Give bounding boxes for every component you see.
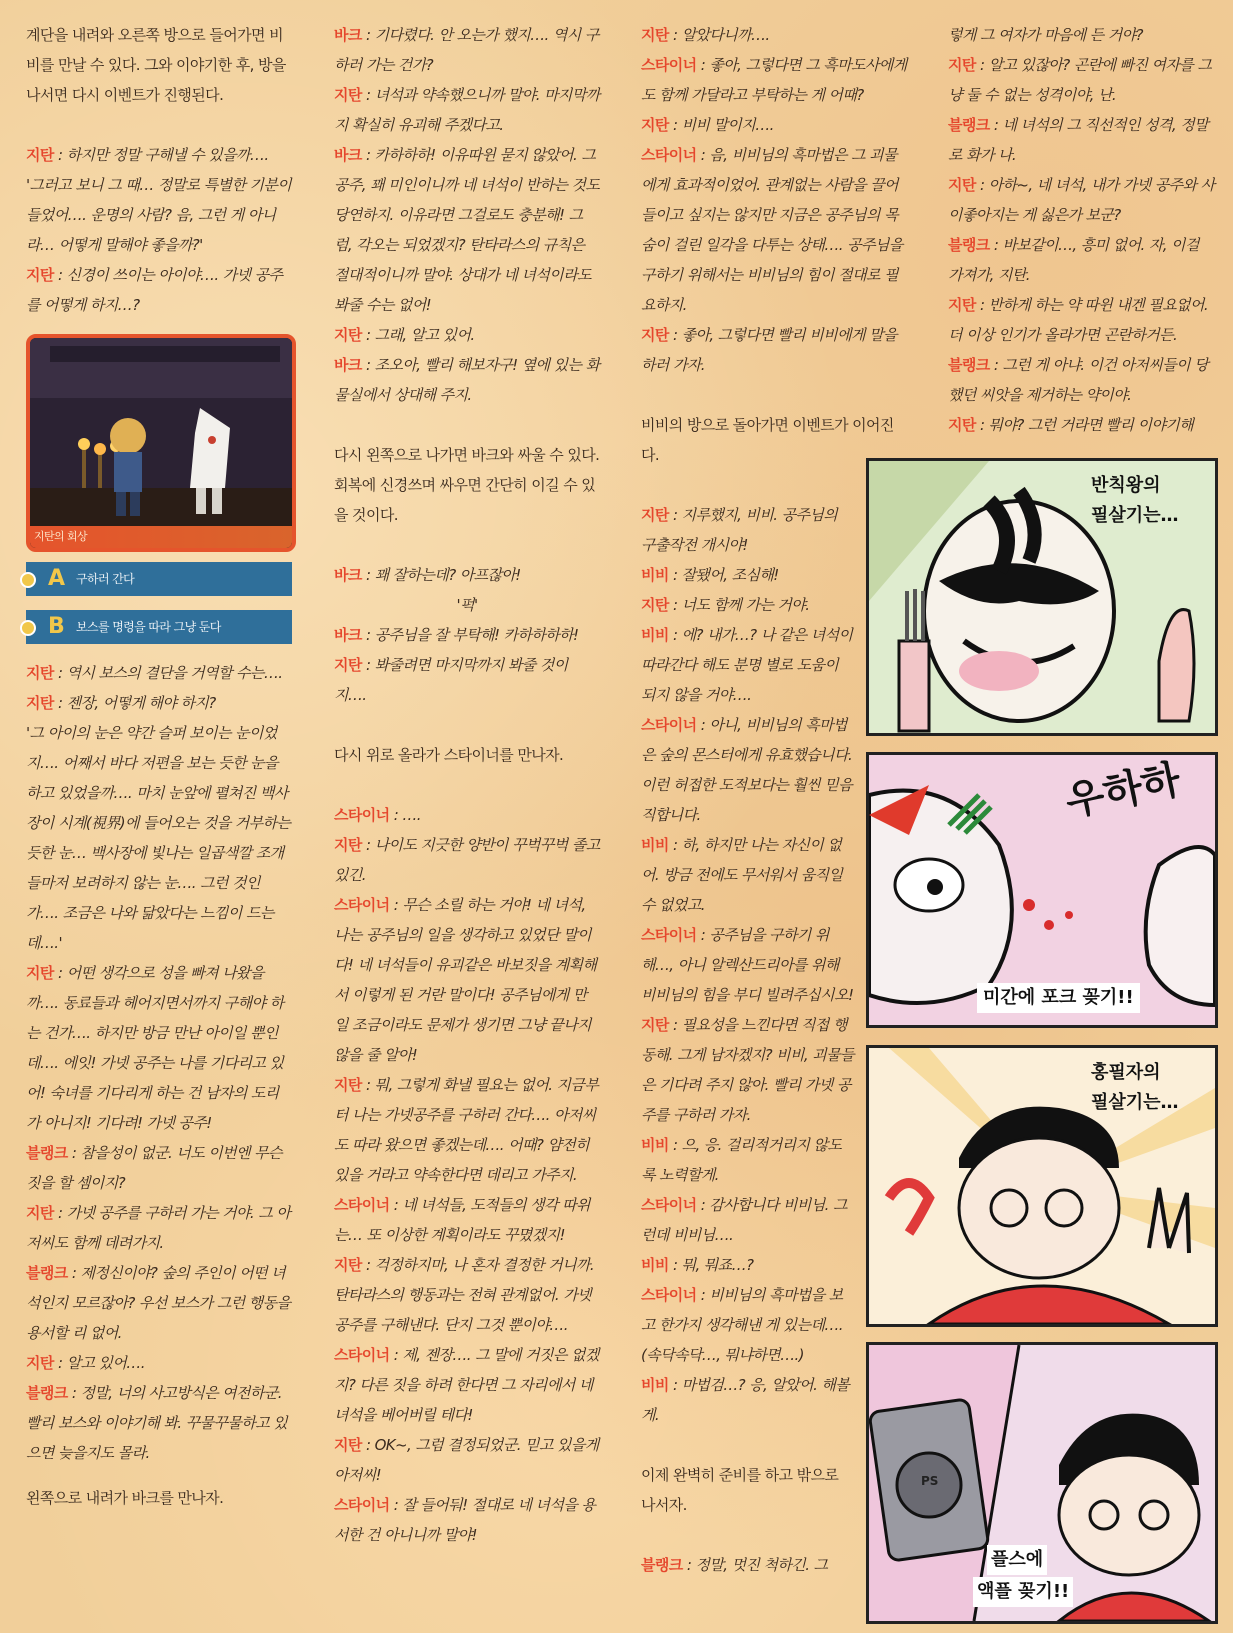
dialogue-line: 지탄 : 젠장, 어떻게 해야 하지? xyxy=(26,694,216,712)
dialogue-line: 지탄 : 걱정하지마, 나 혼자 결정한 거니까. 탄타라스의 행동과는 전혀 관계없어. 가넷 공주를 구해낸다. 단지 그것 뿐이야…. xyxy=(334,1256,595,1334)
dialogue-line: 바크 : 꽤 잘하는데? 아프잖아! xyxy=(334,566,521,584)
dialogue-line: 스타이너 : 무슨 소릴 하는 거야! 네 녀석, 나는 공주님의 일을 생각하고 있었단 말이다! 네 녀석들이 유괴같은 바보짓을 계획해서 이렇게 된 거란 말이다! 공주님에게 만일 조금이라도 문제가 생기면 그냥 끝나지 않을 줄 알아! xyxy=(334,896,597,1064)
dialogue-line: 비비 : 으, 응. 걸리적거리지 않도록 노력할게. xyxy=(641,1136,842,1184)
dialogue-line: 블랭크 : 정말, 너의 사고방식은 여전하군. 빨리 보스와 이야기해 봐. 꾸물꾸물하고 있으면 늦을지도 몰라. xyxy=(26,1384,288,1462)
choice-label: 보스를 명령을 따라 그냥 둔다 xyxy=(76,620,221,634)
dialogue-line: 스타이너 : 제, 젠장…. 그 말에 거짓은 없겠지? 다른 짓을 하려 한다면 그 자리에서 네 녀석을 베어버릴 테다! xyxy=(334,1346,599,1424)
dialogue-line: 지탄 : 역시 보스의 결단을 거역할 수는…. xyxy=(26,664,283,682)
dialogue-line: 지탄 : OK~, 그럼 결정되었군. 믿고 있을게 아저씨! xyxy=(334,1436,599,1484)
choice-letter: A xyxy=(48,566,65,591)
monologue: '그러고 보니 그 때… 정말로 특별한 기분이 들었어…. 운명의 사람? 음, 그런 게 아니라… 어떻게 말해야 좋을까?' xyxy=(26,176,292,254)
dialogue-line: 지탄 : 필요성을 느낀다면 직접 행동해. 그게 남자겠지? 비비, 괴물들은 기다려 주지 않아. 빨리 가넷 공주를 구하러 가자. xyxy=(641,1016,854,1124)
dialogue-line: 스타이너 : 비비님의 흑마법을 보고 한가지 생각해낸 게 있는데…. (속닥속닥…, 뭐냐하면….) xyxy=(641,1286,843,1364)
paragraph: 왼쪽으로 내려가 바크를 만나자. xyxy=(26,1489,224,1507)
dialogue-line: 지탄 : 너도 함께 가는 거야. xyxy=(641,596,810,614)
bullet-icon xyxy=(20,572,36,588)
dialogue-line: 지탄 : 뭐, 그렇게 화낼 필요는 없어. 지금부터 나는 가넷공주를 구하러 간다…. 아저씨도 따라 왔으면 좋겠는데…. 어때? 얌전히 있을 거라고 약속한다면 데리고 가주지. xyxy=(334,1076,599,1184)
dialogue-line: 지탄 : 가넷 공주를 구하러 가는 거야. 그 아저씨도 함께 데려가지. xyxy=(26,1204,291,1252)
dialogue-line: 바크 : 기다렸다. 안 오는가 했지…. 역시 구하러 가는 건가? xyxy=(334,26,599,74)
dialogue-line: 지탄 : 반하게 하는 약 따윈 내겐 필요없어. 더 이상 인기가 올라가면 곤란하거든. xyxy=(948,296,1209,344)
paragraph: 다시 왼쪽으로 나가면 바크와 싸울 수 있다. 회복에 신경쓰며 싸우면 간단히 이길 수 있을 것이다. xyxy=(334,446,600,524)
dialogue-line: 지탄 : 뭐야? 그런 거라면 빨리 이야기해 xyxy=(948,416,1194,434)
comic-caption: 필살기는… xyxy=(1091,505,1179,526)
game-screenshot xyxy=(26,334,296,552)
choice-letter: B xyxy=(48,614,65,639)
choice-label: 구하러 간다 xyxy=(76,572,135,586)
text-column-4 xyxy=(948,20,1215,440)
dialogue-line: 바크 : 조오아, 빨리 해보자구! 옆에 있는 화물실에서 상대해 주지. xyxy=(334,356,600,404)
dialogue-line: 스타이너 : 아니, 비비님의 흑마법은 숲의 몬스터에게 유효했습니다. 이런 허접한 도적보다는 훨씬 믿음직합니다. xyxy=(641,716,853,824)
dialogue-line: 지탄 : 녀석과 약속했으니까 말야. 마지막까지 확실히 유괴해 주겠다고. xyxy=(334,86,600,134)
sound-effect: '퍽' xyxy=(456,596,478,614)
dialogue-line: 바크 : 공주님을 잘 부탁해! 카하하하하! xyxy=(334,626,579,644)
dialogue-line: 비비 : 잘됐어, 조심해! xyxy=(641,566,779,584)
dialogue-line: 블랭크 : 네 녀석의 그 직선적인 성격, 정말로 화가 나. xyxy=(948,116,1209,164)
dialogue-line: 스타이너 : 네 녀석들, 도적들의 생각 따위는… 또 이상한 계획이라도 꾸몄겠지! xyxy=(334,1196,590,1244)
text-column-2 xyxy=(334,20,600,1550)
dialogue-line: 지탄 : 어떤 생각으로 성을 빠져 나왔을까…. 동료들과 헤어지면서까지 구해야 하는 건가…. 하지만 방금 만난 아이일 뿐인데…. 에잇! 가넷 공주는 나를 기다리고 있어! 숙녀를 기다리게 하는 건 남자의 도리가 아니지! 기다려! 가넷 공주! xyxy=(26,964,284,1132)
dialogue-line: 블랭크 : 바보같이…, 흥미 없어. 자, 이걸 가져가, 지탄. xyxy=(948,236,1199,284)
choice-option-a[interactable] xyxy=(26,562,292,596)
comic-caption: 홍필자의 xyxy=(1091,1062,1161,1083)
dialogue-line: 지탄 : 알았다니까…. xyxy=(641,26,770,44)
dialogue-line: 비비 : 마법검…? 응, 알았어. 해볼게. xyxy=(641,1376,850,1424)
console-label: PS xyxy=(921,1474,939,1488)
dialogue-line: 블랭크 : 정말, 멋진 척하긴. 그 xyxy=(641,1556,828,1574)
dialogue-line: 지탄 : 하지만 정말 구해낼 수 있을까…. xyxy=(26,146,269,164)
comic-panel-1 xyxy=(866,458,1218,736)
dialogue-line: 비비 : 에? 내가…? 나 같은 녀석이 따라간다 해도 분명 별로 도움이 되지 않을 거야…. xyxy=(641,626,853,704)
paragraph: 계단을 내려와 오른쪽 방으로 들어가면 비비를 만날 수 있다. 그와 이야기한 후, 방을 나서면 다시 이벤트가 진행된다. xyxy=(26,26,286,104)
bullet-icon xyxy=(20,620,36,636)
dialogue-line: 지탄 : 알고 있잖아? 곤란에 빠진 여자를 그냥 둘 수 없는 성격이야, 난. xyxy=(948,56,1212,104)
text-column-1 xyxy=(26,20,292,1513)
dialogue-line: 바크 : 카하하하! 이유따윈 묻지 않았어. 그 공주, 꽤 미인이니까 네 녀석이 반하는 것도 당연하지. 이유라면 그걸로도 충분해! 그럼, 각오는 되었겠지? 탄타라스의 규칙은 절대적이니까 말야. 상대가 네 녀석이라도 봐줄 수는 없어! xyxy=(334,146,600,314)
dialogue-line: 블랭크 : 그런 게 아냐. 이건 아저씨들이 당했던 씨앗을 제거하는 약이야. xyxy=(948,356,1209,404)
dialogue-line: 스타이너 : 음, 비비님의 흑마법은 그 괴물에게 효과적이었어. 관계없는 사람을 끌어들이고 싶지는 않지만 지금은 공주님의 목숨이 걸린 일각을 다투는 상태…. 공주님을 구하기 위해서는 비비님의 힘이 절대로 필요하지. xyxy=(641,146,903,314)
dialogue-line: 지탄 : 그래, 알고 있어. xyxy=(334,326,475,344)
game-scene-illustration xyxy=(30,338,292,548)
dialogue-line: 블랭크 : 참을성이 없군. 너도 이번엔 무슨 짓을 할 셈이지? xyxy=(26,1144,282,1192)
comic-caption: 플스에 xyxy=(987,1545,1047,1575)
comic-panel-2 xyxy=(866,752,1218,1028)
dialogue-line: 스타이너 : 좋아, 그렇다면 그 흑마도사에게도 함께 가달라고 부탁하는 게 어때? xyxy=(641,56,907,104)
dialogue-line: 지탄 : 아하~, 네 녀석, 내가 가넷 공주와 사이좋아지는 게 싫은가 보군? xyxy=(948,176,1215,224)
dialogue-line: 지탄 : 알고 있어…. xyxy=(26,1354,145,1372)
paragraph: 비비의 방으로 돌아가면 이벤트가 이어진다. xyxy=(641,416,894,464)
comic-panel-3 xyxy=(866,1045,1218,1327)
dialogue-line: 블랭크 : 제정신이야? 숲의 주인이 어떤 녀석인지 모르잖아? 우선 보스가 그런 행동을 용서할 리 없어. xyxy=(26,1264,291,1342)
monologue: '그 아이의 눈은 약간 슬퍼 보이는 눈이었지…. 어째서 바다 저편을 보는 듯한 눈을 하고 있었을까…. 마치 눈앞에 펼쳐진 백사장이 시계(視界)에 들어오는 것을 거부하는 듯한 눈… 백사장에 빛나는 일곱색깔 조개들마저 보려하지 않는 눈…. 그런 것인가…. 조금은 나와 닮았다는 느낌이 드는데….' xyxy=(26,724,291,952)
dialogue-line: 비비 : 하, 하지만 나는 자신이 없어. 방금 전에도 무서워서 움직일 수 없었고. xyxy=(641,836,843,914)
dialogue-line: 스타이너 : 잘 들어둬! 절대로 네 녀석을 용서한 건 아니니까 말야! xyxy=(334,1496,596,1544)
dialogue-line: 스타이너 : …. xyxy=(334,806,421,824)
dialogue-line: 비비 : 뭐, 뭐죠…? xyxy=(641,1256,754,1274)
dialogue-line: 지탄 : 신경이 쓰이는 아이야…. 가넷 공주를 어떻게 하지…? xyxy=(26,266,283,314)
choice-option-b[interactable] xyxy=(26,610,292,644)
dialogue-line: 지탄 : 지루했지, 비비. 공주님의 구출작전 개시야! xyxy=(641,506,838,554)
comic-sound-effect: 우하하 xyxy=(1061,756,1185,826)
dialogue-line: 지탄 : 좋아, 그렇다면 빨리 비비에게 말을 하러 가자. xyxy=(641,326,897,374)
comic-caption: 반칙왕의 xyxy=(1091,475,1161,496)
dialogue-line: 지탄 : 봐줄려면 마지막까지 봐줄 것이지…. xyxy=(334,656,568,704)
comic-caption: 미간에 포크 꽂기!! xyxy=(977,983,1140,1013)
dialogue-line: 지탄 : 비비 말이지…. xyxy=(641,116,774,134)
dialogue-line: 스타이너 : 감사합니다 비비님. 그런데 비비님…. xyxy=(641,1196,847,1244)
dialogue-line: 스타이너 : 공주님을 구하기 위해…, 아니 알렉산드리아를 위해 비비님의 힘을 부디 빌려주십시오! xyxy=(641,926,854,1004)
paragraph: 다시 위로 올라가 스타이너를 만나자. xyxy=(334,746,564,764)
comic-caption: 액플 꽂기!! xyxy=(973,1577,1073,1607)
dialogue-continuation: 렇게 그 여자가 마음에 든 거야? xyxy=(948,26,1143,44)
paragraph: 이제 완벽히 준비를 하고 밖으로 나서자. xyxy=(641,1466,839,1514)
comic-panel-4 xyxy=(866,1342,1218,1624)
screenshot-caption: 지탄의 회상 xyxy=(30,526,292,548)
dialogue-line: 지탄 : 나이도 지긋한 양반이 꾸벅꾸벅 졸고 있긴. xyxy=(334,836,600,884)
comic-caption: 필살기는… xyxy=(1091,1092,1179,1113)
